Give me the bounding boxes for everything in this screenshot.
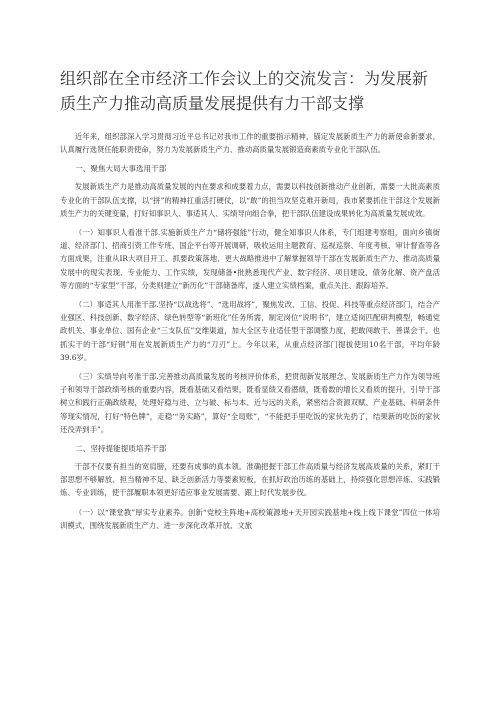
item-3-paragraph: （三）实绩导向考准干部.完善推动高质量发展的考核评价体系，把贯彻新发展理念、发展新质生产力作为领导班子和领导干部政绩考核的重要内容，既看基础又看结果，既看显绩又看潜绩，既看数的增长又看质的提升，引导干部树立和践行正确政绩观，处理好稳与进、立与破、标与本、近与远的关系，紧密结合资源双赋、产业基础、科研条件等现实情况，打好“特色牌”，走稳‘“务实路”，算好“全局账”，“不能把手里吃饭的家伙先扔了，结果新的吃饭的家伙还没弄到手”。 bbox=[60, 372, 440, 434]
item-1-paragraph: （一）知事识人看准干部.实施新质生产力“储将强能”行动，健全知事识人体系，专门组建考察组，面向乡镇街道、经济部门、招商引资工作专班、国企平台等开展调研，吸收运用主题教育、巡视巡察、年度考核、审计督查等各方面成果，注重从IR大项目开工、抓要政策落地、更大战略推进中了解掌握领导干部在发展新质生产力、推动高质量发展中的现实表现、专业能力、工作实绩，发现储备•批熟悉现代产业、数字经济、项目建设、债务化解、资产盘活等方面的“专家型”干部，分类则建立“新历化”干部储备库，遂人建立实绩档案，重点关注、跟踪培养。 bbox=[60, 228, 440, 290]
intro-paragraph: 近年来，组织部深入学习贯彻习近平总书记对我市工作的重要指示精神，锚定发展新质生产力的新使命新要求，认真履行选贤任能职责使命，努力为发展新质生产力、推动高质量发展锻造商素质专业化干部队伍。 bbox=[60, 132, 440, 155]
section-heading-2: 二、坚持提能提质培养干部 bbox=[75, 444, 167, 454]
item-2-paragraph: （二）事适其人用准干部.坚持“以战选将”、“选用战将”，聚焦发改、工信、投促、科技等重点经济部门，结合产业强区、科技创新、数字经济、绿色转型等“新班化”任务所需，制定岗位“说明书”，建立适岗匹配研判模型，畅通党政机关、事业单位、国有企业“三支队伍”交维渠道，加大全区专业适任型干部调整力度，把敢闯敢干、善谋会干、也抓实干的干部“好钢”用在发展新质生产力的“刀刃”上。今年以来，从重点经济部门提拔使用10名干部，平均年龄39.6岁。 bbox=[60, 300, 440, 362]
item-4-paragraph: （一）以“课堂教”厚实专业素养。创新“党校主阵地+高校策源地+天开园实践基地+线上线下课堂”四位一体培训模式，围绕发展新质生产力、进一步深化改革开放、文旅 bbox=[60, 507, 440, 530]
section-1-paragraph: 发展新质生产力是推动高质量发展的内在要求和成要着力点，需要以科技创新推动产业创新，需要一大批高素质专业化的干部队伍支撑，以“拼”的精神扛重活打硬仗，以“敢”的担当攻坚克难开新局，我市紧要抓住干部这个发展新质生产力的关键变量，打好知事识人、事适其人、实绩导向组合拳，把干部队伍建设成果转化为高质量发展成效。 bbox=[60, 182, 440, 218]
document-title: 组织部在全市经济工作会议上的交流发言：为发展新质生产力推动高质量发展提供有力干部支撑 bbox=[60, 69, 429, 113]
section-2-paragraph: 干部不仅要有担当的宽肩膀，还要有成事的真本领。准确把握干部工作高质量与经济发展高质量的关系，紧盯干部思想不够解放、担当精神不足、缺乏创新活力等要素短板，在抓好政治历练的基础上，持续强化思想淬炼、实践锻炼、专业训练，使干部履职本领更好适应事业发展需要、跟上时代发展步伐。 bbox=[60, 462, 440, 498]
section-heading-1: 一、聚焦大局大事选用干部 bbox=[75, 164, 167, 174]
